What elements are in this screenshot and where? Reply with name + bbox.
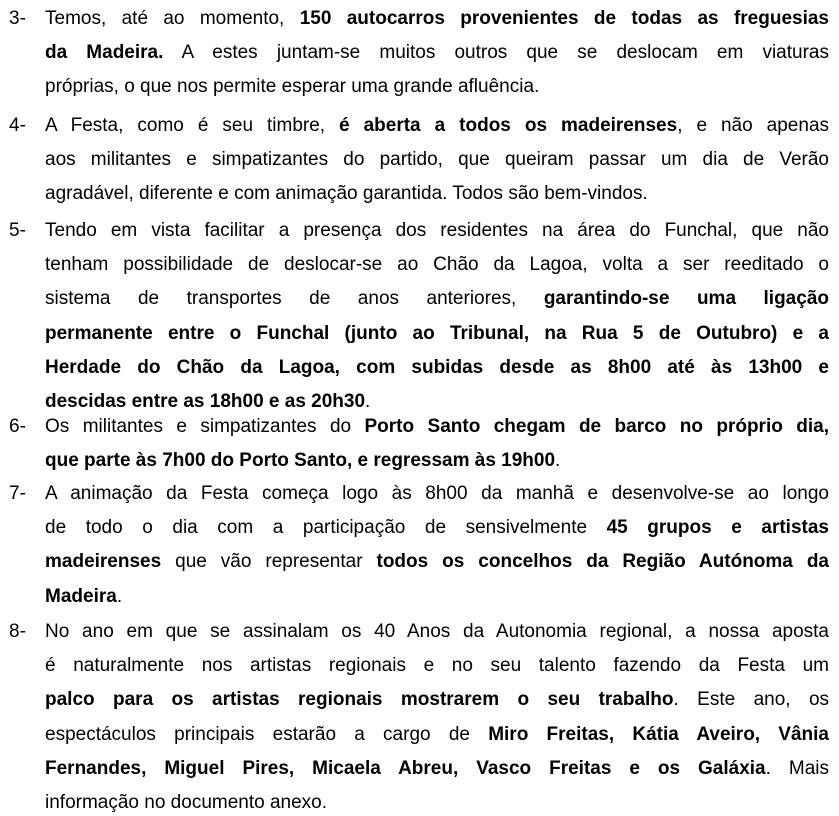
text-line <box>45 415 829 439</box>
bold-text: permanente entre o Funchal (junto ao Tribunal, na Rua 5 de Outubro) e a <box>45 322 829 344</box>
text-run: . Mais <box>765 757 829 779</box>
text-line <box>45 390 829 414</box>
text-run: que vão representar <box>161 551 377 573</box>
bold-text: Madeira <box>45 585 117 607</box>
text-line <box>45 322 829 346</box>
item-number: 7- <box>9 483 26 504</box>
text-line <box>45 688 829 712</box>
text-run: aos militantes e simpatizantes do partido, que queiram passar um dia de Verão <box>45 149 829 171</box>
text-run: Tendo em vista facilitar a presença dos residentes na área do Funchal, que não <box>45 220 829 241</box>
item-number: 6- <box>9 416 26 437</box>
text-run: agradável, diferente e com animação garantida. Todos são bem-vindos. <box>45 183 648 205</box>
text-line <box>45 7 829 31</box>
text-line <box>45 75 829 99</box>
text-line <box>45 182 829 206</box>
text-run: . Este ano, os <box>673 689 830 711</box>
bold-text: Porto Santo chegam de barco no próprio dia, <box>364 416 829 437</box>
bold-text: Herdade do Chão da Lagoa, com subidas desde as 8h00 até às 13h00 e <box>45 356 829 378</box>
bold-text: 150 autocarros provenientes de todas as freguesias <box>299 8 829 29</box>
bold-text: é aberta a todos os madeirenses <box>339 115 678 136</box>
text-run: , e não apenas <box>677 115 830 136</box>
text-run: . <box>116 585 123 607</box>
text-run: . <box>555 450 561 472</box>
text-line <box>45 287 829 311</box>
text-run: informação no documento anexo. <box>45 792 328 813</box>
text-run: é naturalmente nos artistas regionais e no seu talento fazendo da Festa um <box>45 655 829 677</box>
bold-text: 45 grupos e artistas <box>606 517 829 539</box>
text-line <box>45 219 829 243</box>
bold-text: Fernandes, Miguel Pires, Micaela Abreu, Vasco Freitas e os Galáxia <box>45 757 766 779</box>
text-line <box>45 654 829 678</box>
text-line <box>45 114 829 138</box>
text-line <box>45 723 829 747</box>
bold-text: garantindo-se uma ligação <box>543 288 829 310</box>
item-number: 8- <box>9 621 26 642</box>
bold-text: da Madeira. <box>45 42 164 64</box>
text-line <box>45 620 829 644</box>
text-run: . <box>365 391 371 412</box>
text-line <box>45 41 829 65</box>
text-line <box>45 253 829 277</box>
text-line <box>45 757 829 781</box>
text-run: Temos, até ao momento, <box>45 8 300 29</box>
text-line <box>45 356 829 380</box>
item-number: 5- <box>9 220 26 241</box>
text-run: sistema de transportes de anos anteriores, <box>45 288 544 310</box>
text-run: espectáculos principais estarão a cargo de <box>45 723 489 745</box>
bold-text: todos os concelhos da Região Autónoma da <box>376 551 829 573</box>
text-line <box>45 791 829 815</box>
text-line <box>45 550 829 574</box>
text-line <box>45 516 829 540</box>
text-run: próprias, o que nos permite esperar uma grande afluência. <box>45 76 540 98</box>
bold-text: que parte às 7h00 do Porto Santo, e regressam às 19h00 <box>45 450 556 472</box>
text-line <box>45 449 829 473</box>
text-run: de todo o dia com a participação de sensivelmente <box>45 517 607 539</box>
bold-text: descidas entre as 18h00 e as 20h30 <box>45 391 366 412</box>
text-line <box>45 148 829 172</box>
item-number: 3- <box>9 8 26 29</box>
bold-text: Miro Freitas, Kátia Aveiro, Vânia <box>488 723 830 745</box>
bold-text: palco para os artistas regionais mostrarem o seu trabalho <box>45 689 674 711</box>
text-run: No ano em que se assinalam os 40 Anos da Autonomia regional, a nossa aposta <box>45 621 829 642</box>
text-run: A Festa, como é seu timbre, <box>45 115 340 136</box>
text-run: A estes juntam-se muitos outros que se deslocam em viaturas <box>163 42 829 64</box>
item-number: 4- <box>9 115 26 136</box>
text-line <box>45 482 829 506</box>
text-run: A animação da Festa começa logo às 8h00 da manhã e desenvolve-se ao longo <box>45 483 829 504</box>
text-run: Os militantes e simpatizantes do <box>45 416 365 437</box>
bold-text: madeirenses <box>45 551 162 573</box>
text-run: tenham possibilidade de deslocar-se ao Chão da Lagoa, volta a ser reeditado o <box>45 254 829 276</box>
text-line <box>45 585 829 609</box>
